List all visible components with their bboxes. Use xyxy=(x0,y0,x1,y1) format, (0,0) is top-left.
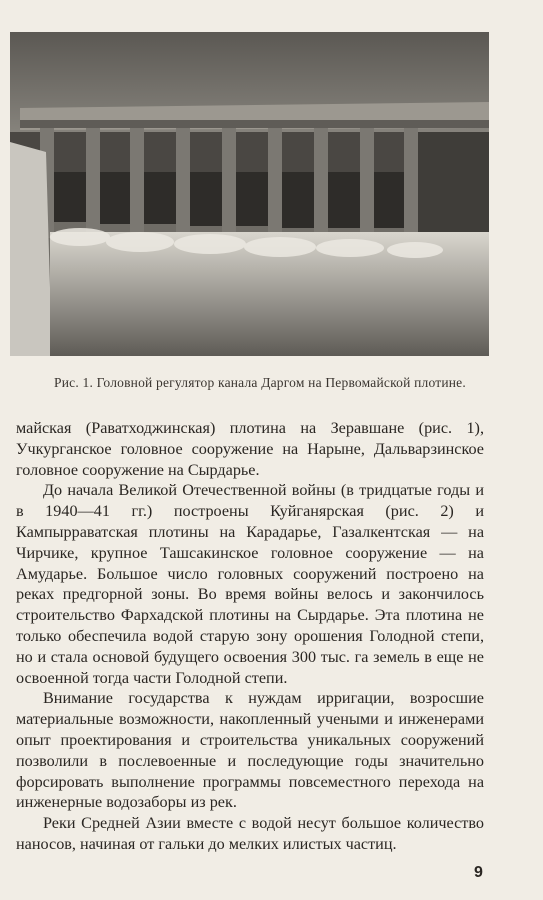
figure-caption: Рис. 1. Головной регулятор канала Даргом на Первомайской плотине. xyxy=(54,375,466,390)
paragraph-3: Внимание государства к нуждам ирригации, возросшие материальные возможности, накопленный учеными и инженерами опыт проектирования и строительства уникальных сооружений позволили в послевоенные и последующие годы значительно форсировать выполнение программы повсеместного перехода на инженерные водозаборы из рек. xyxy=(16,689,484,812)
dam-photo-image xyxy=(10,32,489,356)
page-number: 9 xyxy=(474,864,483,881)
paragraph-1: майская (Раватходжинская) плотина на Зеравшане (рис. 1), Учкурганское головное сооружение на Нарыне, Дальварзинское головное сооружение на Сырдарье. xyxy=(16,419,484,479)
dam-photo xyxy=(10,32,489,356)
paragraph-4: Реки Средней Азии вместе с водой несут большое количество наносов, начиная от гальки до мелких илистых частиц. xyxy=(16,814,484,853)
paragraph-2: До начала Великой Отечественной войны (в тридцатые годы и в 1940—41 гг.) построены Куйганярская (рис. 2) и Кампырраватская плотины на Карадарье, Газалкентская — на Чирчике, крупное Ташсакинское головное сооружение — на Амударье. Большое число головных сооружений построено на реках предгорной зоны. Во время войны велось и закончилось строительство Фархадской плотины на Сырдарье. Эта плотина не только обеспечила водой старую зону орошения Голодной степи, но и стала основой будущего освоения 300 тыс. га земель в еще не освоенной тогда части Голодной степи. xyxy=(16,481,484,687)
body-text xyxy=(16,418,484,855)
